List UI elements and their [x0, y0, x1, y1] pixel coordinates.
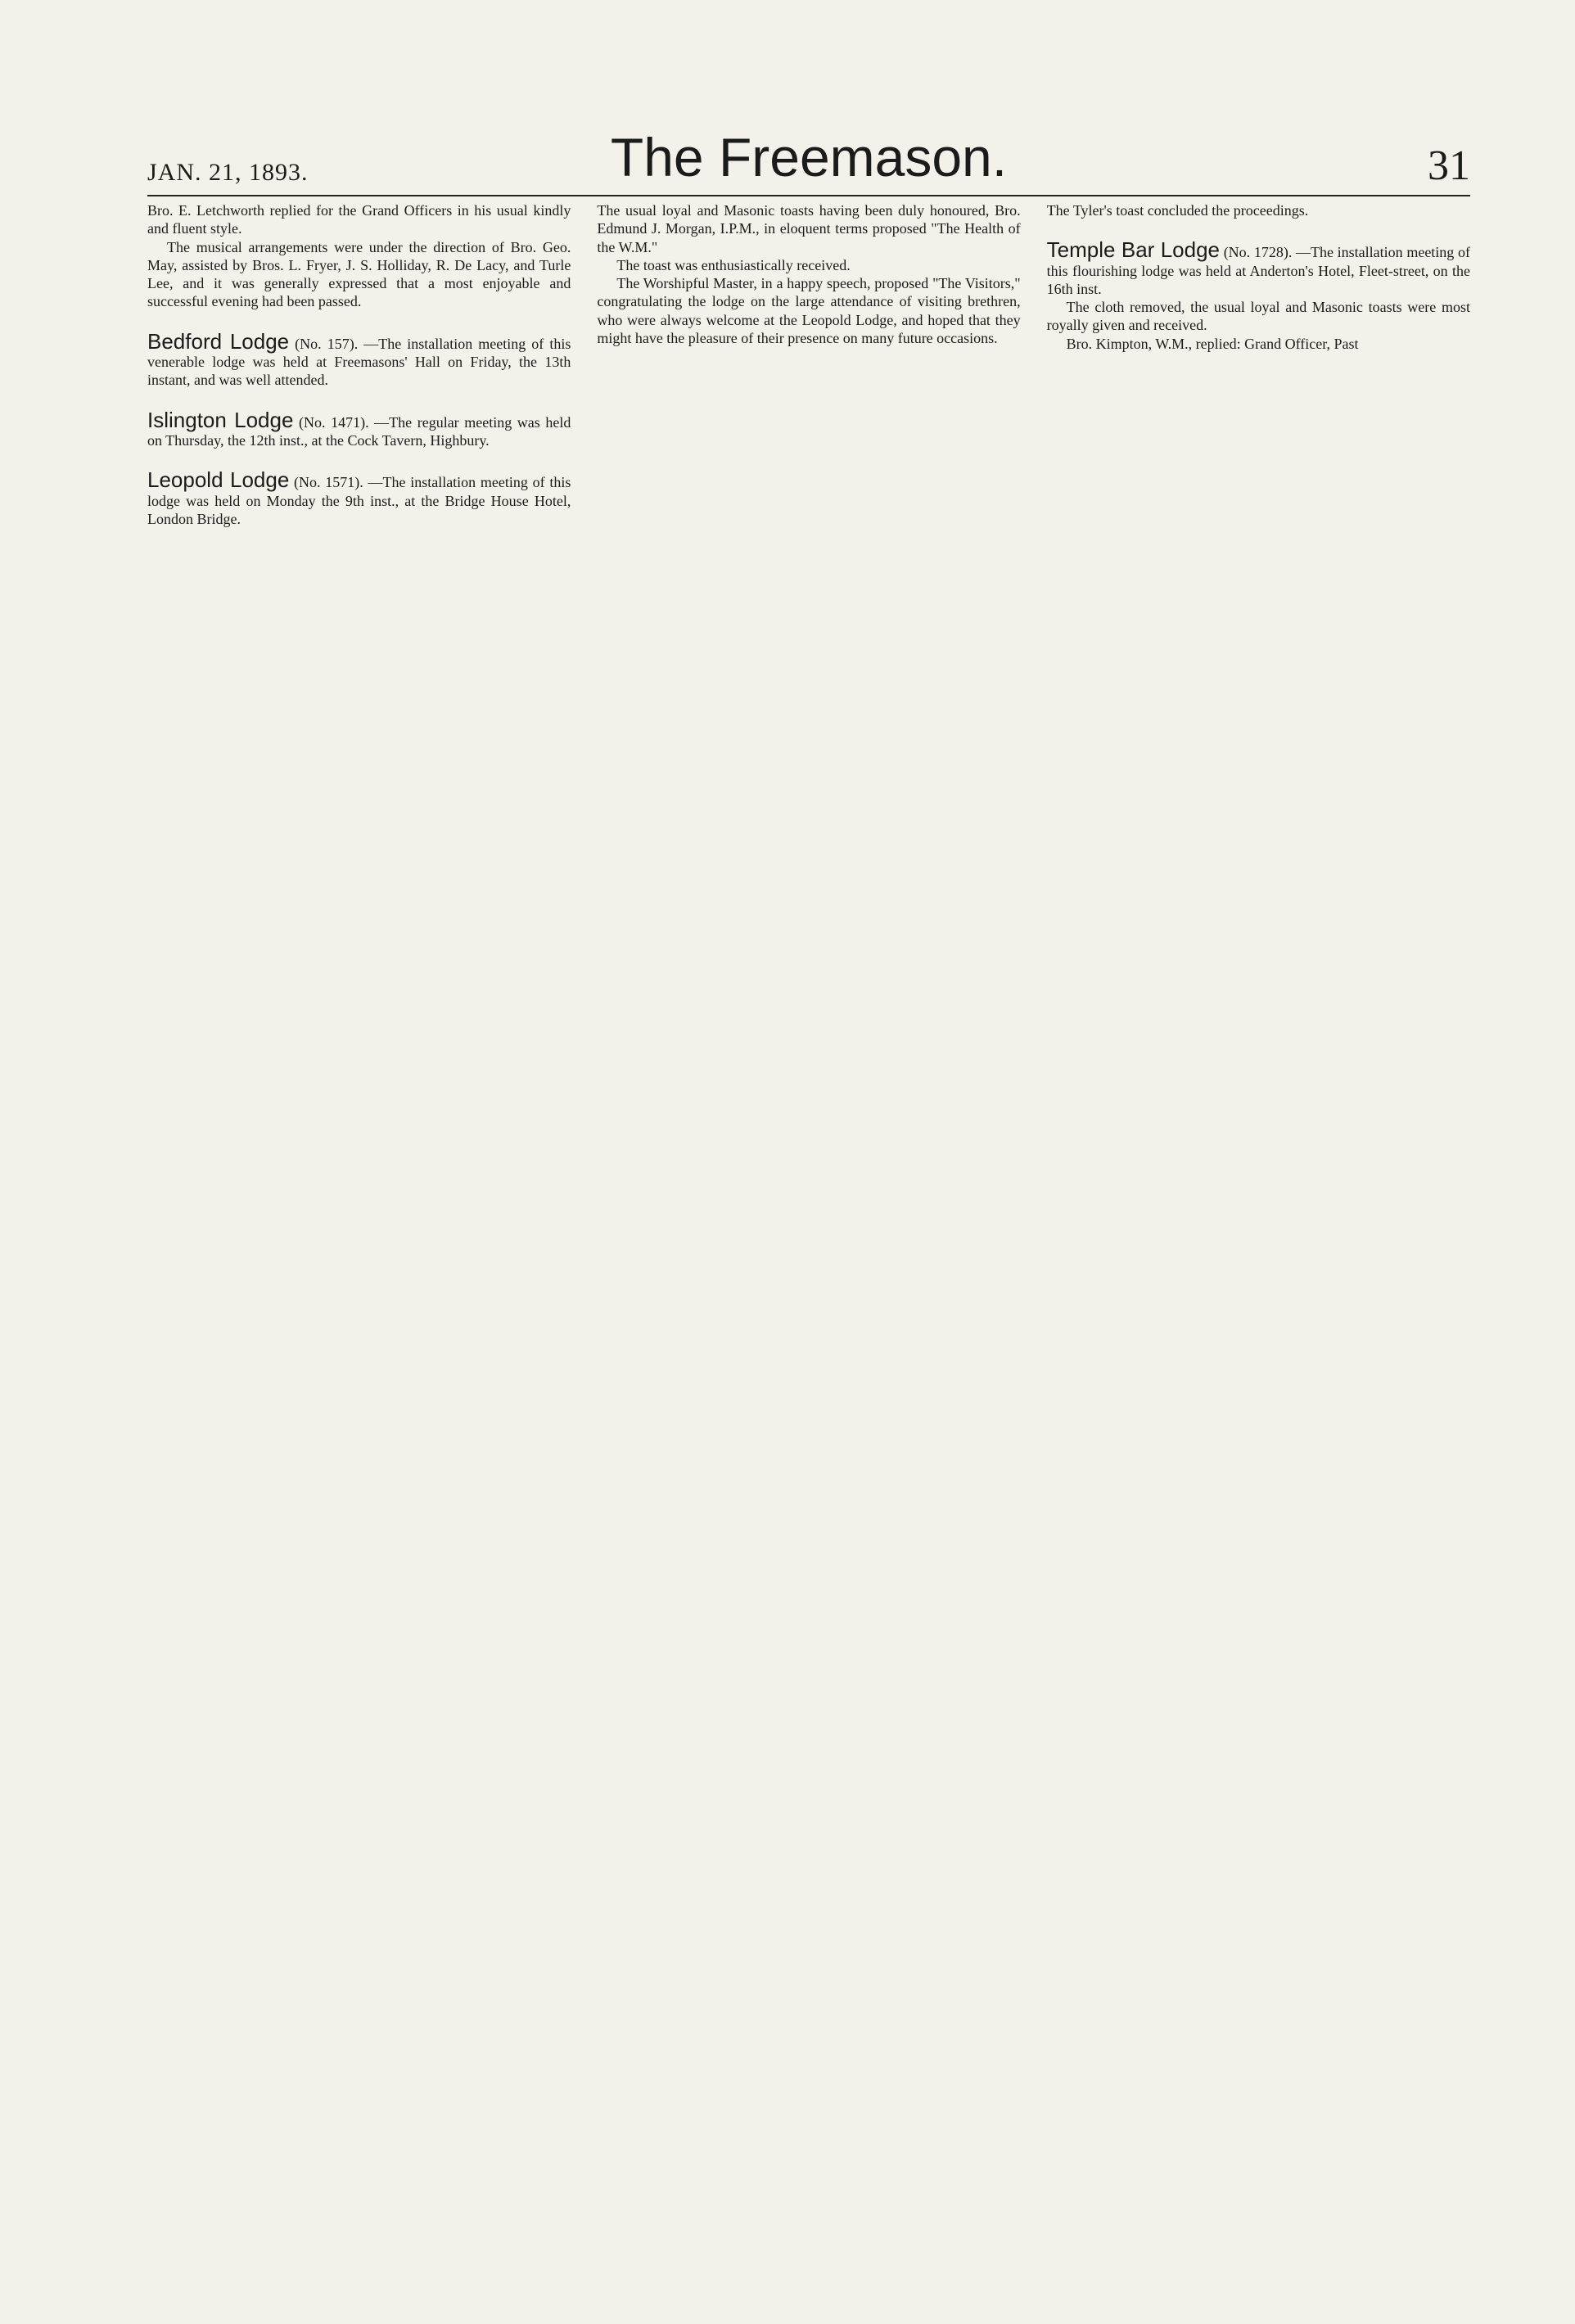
article-lead: —The installation meeting of this flourishing lodge was held at Anderton's Hotel, Fleet-street, on the 16th inst.	[1046, 244, 1470, 297]
temple-bar-lodge-article	[1046, 237, 1470, 353]
newspaper-title: The Freemason.	[610, 127, 1008, 187]
article-paragraph	[147, 328, 571, 390]
article-columns	[147, 201, 1470, 2289]
lodge-heading: Temple Bar Lodge	[1046, 237, 1221, 263]
lodge-number: (No. 157).	[295, 335, 359, 352]
intro-paragraph: Bro. E. Letchworth replied for the Grand Officers in his usual kindly and fluent style.	[147, 202, 571, 237]
closing-line: Bro. Kimpton, W.M., replied: Grand Officer, Past	[1066, 335, 1359, 352]
lodge-heading: Leopold Lodge	[147, 467, 290, 493]
lodge-heading: Islington Lodge	[147, 407, 294, 432]
article-paragraph: The usual loyal and Masonic toasts having been duly honoured, Bro. Edmund J. Morgan, I.P.M., in eloquent terms proposed "The Health of the W.M."	[597, 202, 1021, 255]
middle-column	[597, 201, 1020, 2289]
masthead	[147, 124, 1470, 196]
article-lead: —The regular meeting was held on Thursday, the 12th inst., at the Cock Tavern, Highbury.	[147, 413, 571, 449]
article-paragraph: The cloth removed, the usual loyal and Masonic toasts were most royally given and received.	[1046, 299, 1470, 334]
article-paragraph	[147, 407, 571, 450]
page-number: 31	[1428, 142, 1470, 189]
left-column	[147, 201, 571, 2289]
bedford-lodge-article	[147, 328, 571, 390]
intro-paragraph: The Tyler's toast concluded the proceedings.	[1046, 202, 1309, 219]
article-paragraph	[1046, 237, 1470, 298]
article-lead: —The installation meeting of this lodge was held on Monday the 9th inst., at the Bridge House Hotel, London Bridge.	[147, 474, 571, 527]
article-paragraph: The toast was enthusiastically received.	[616, 256, 851, 273]
intro-paragraph: The musical arrangements were under the direction of Bro. Geo. May, assisted by Bros. L. Fryer, J. S. Holliday, R. De Lacy, and Turle Lee, and it was generally expressed that a most enjoyable and successful evening had been passed.	[147, 238, 571, 310]
lodge-heading: Bedford Lodge	[147, 328, 290, 354]
leopold-lodge-article	[147, 467, 571, 528]
islington-lodge-article	[147, 407, 571, 450]
right-column	[1047, 201, 1470, 2289]
lodge-number: (No. 1728).	[1223, 244, 1293, 261]
lodge-number: (No. 1471).	[299, 413, 369, 431]
article-lead: —The installation meeting of this venerable lodge was held at Freemasons' Hall on Friday, the 13th instant, and was well attended.	[147, 335, 571, 389]
issue-date: JAN. 21, 1893.	[147, 159, 309, 186]
article-paragraph	[147, 467, 571, 528]
article-paragraph: The Worshipful Master, in a happy speech, proposed "The Visitors," congratulating the lodge on the large attendance of visiting brethren, who were always welcome at the Leopold Lodge, and hoped that they might have the pleasure of their presence on many future occasions.	[597, 275, 1021, 347]
lodge-number: (No. 1571).	[294, 474, 363, 491]
